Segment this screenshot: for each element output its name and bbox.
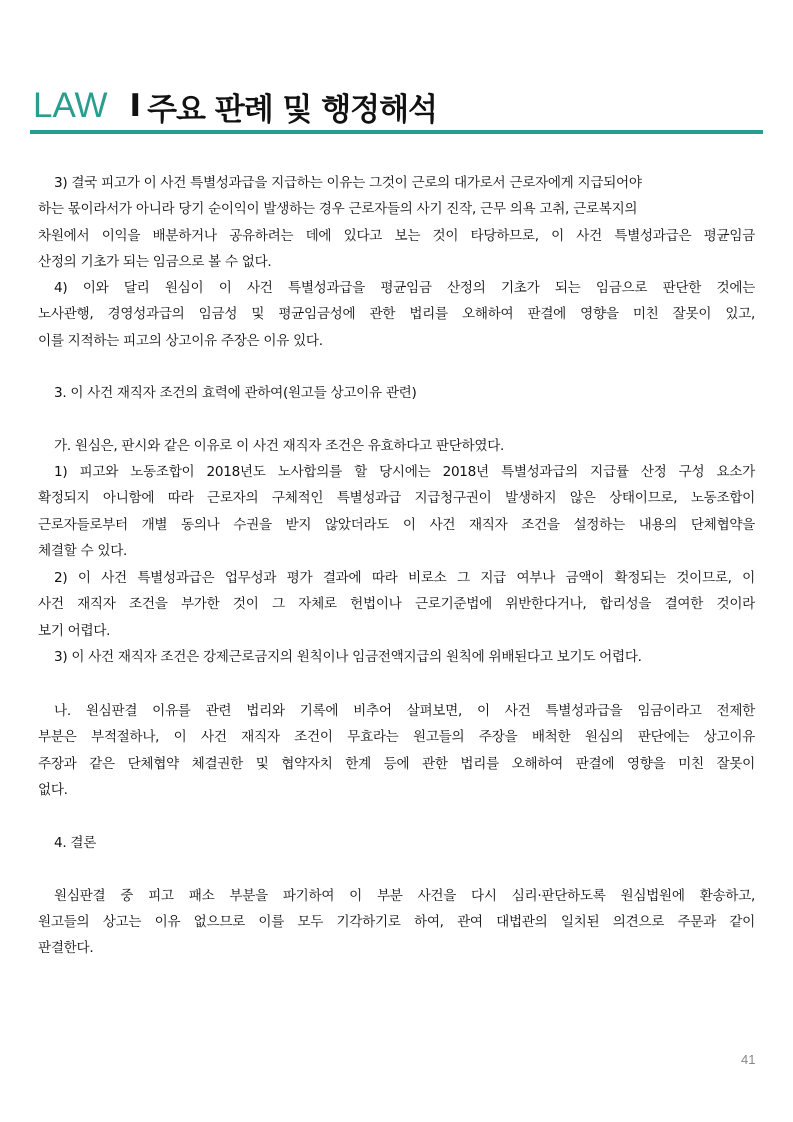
page-number: 41 — [741, 1052, 756, 1067]
text-line: 가. 원심은, 판시와 같은 이유로 이 사건 재직자 조건은 유효하다고 판단하였다. — [54, 438, 505, 454]
text-line: 차원에서 이익을 배분하거나 공유하려는 데에 있다고 보는 것이 타당하므로, 이 사건 특별성과급은 평균임금 — [38, 228, 755, 244]
text-line: 원심판결 중 피고 패소 부분을 파기하여 이 부분 사건을 다시 심리·판단하도록 원심법원에 환송하고, — [54, 888, 755, 904]
text-line: 확정되지 아니함에 따라 근로자의 구체적인 특별성과급 지급청구권이 발생하지 않은 상태이므로, 노동조합이 — [38, 490, 755, 506]
text-line: 체결할 수 있다. — [38, 543, 128, 559]
text-line: 1) 피고와 노동조합이 2018년도 노사합의를 할 당시에는 2018년 특별성과급의 지급률 산정 구성 요소가 — [54, 464, 755, 480]
text-line: 3) 이 사건 재직자 조건은 강제근로금지의 원칙이나 임금전액지급의 원칙에 위배된다고 보기도 어렵다. — [54, 649, 642, 665]
header-rule — [30, 130, 763, 134]
header-separator: I — [129, 88, 142, 124]
text-line: 4) 이와 달리 원심이 이 사건 특별성과급을 평균임금 산정의 기초가 되는 임금으로 판단한 것에는 — [54, 280, 755, 296]
page-title: 주요 판례 및 행정해석 — [147, 91, 437, 128]
brand-label: LAW — [33, 86, 108, 125]
text-line: 3. 이 사건 재직자 조건의 효력에 관하여(원고들 상고이유 관련) — [54, 385, 417, 401]
text-line: 주장과 같은 단체협약 체결권한 및 협약자치 한계 등에 관한 법리를 오해하여 판결에 영향을 미친 잘못이 — [38, 756, 755, 772]
text-line: 산정의 기초가 되는 임금으로 볼 수 없다. — [38, 254, 272, 270]
text-line: 나. 원심판결 이유를 관련 법리와 기록에 비추어 살펴보면, 이 사건 특별성과급을 임금이라고 전제한 — [54, 703, 755, 719]
text-line: 3) 결국 피고가 이 사건 특별성과급을 지급하는 이유는 그것이 근로의 대가로서 근로자에게 지급되어야 — [54, 175, 642, 191]
text-line: 부분은 부적절하나, 이 사건 재직자 조건이 무효라는 원고들의 주장을 배척한 원심의 판단에는 상고이유 — [38, 729, 755, 745]
text-line: 2) 이 사건 특별성과급은 업무성과 평가 결과에 따라 비로소 그 지급 여부나 금액이 확정되는 것이므로, 이 — [54, 570, 755, 586]
text-line: 근로자들로부터 개별 동의나 수권을 받지 않았더라도 이 사건 재직자 조건을 설정하는 내용의 단체협약을 — [38, 517, 755, 533]
text-line: 원고들의 상고는 이유 없으므로 이를 모두 기각하기로 하여, 관여 대법관의 일치된 의견으로 주문과 같이 — [38, 914, 755, 930]
page-header — [33, 84, 437, 128]
text-line: 보기 어렵다. — [38, 623, 111, 639]
text-line: 없다. — [38, 782, 68, 798]
text-line: 노사관행, 경영성과급의 임금성 및 평균임금성에 관한 법리를 오해하여 판결에 영향을 미친 잘못이 있고, — [38, 306, 755, 322]
text-line: 사건 재직자 조건을 부가한 것이 그 자체로 헌법이나 근로기준법에 위반한다거나, 합리성을 결여한 것이라 — [38, 596, 755, 612]
text-line: 이를 지적하는 피고의 상고이유 주장은 이유 있다. — [38, 333, 323, 349]
text-line: 판결한다. — [38, 940, 94, 956]
text-line: 하는 몫이라서가 아니라 당기 순이익이 발생하는 경우 근로자들의 사기 진작, 근무 의욕 고취, 근로복지의 — [38, 201, 638, 217]
text-line: 4. 결론 — [54, 835, 97, 851]
